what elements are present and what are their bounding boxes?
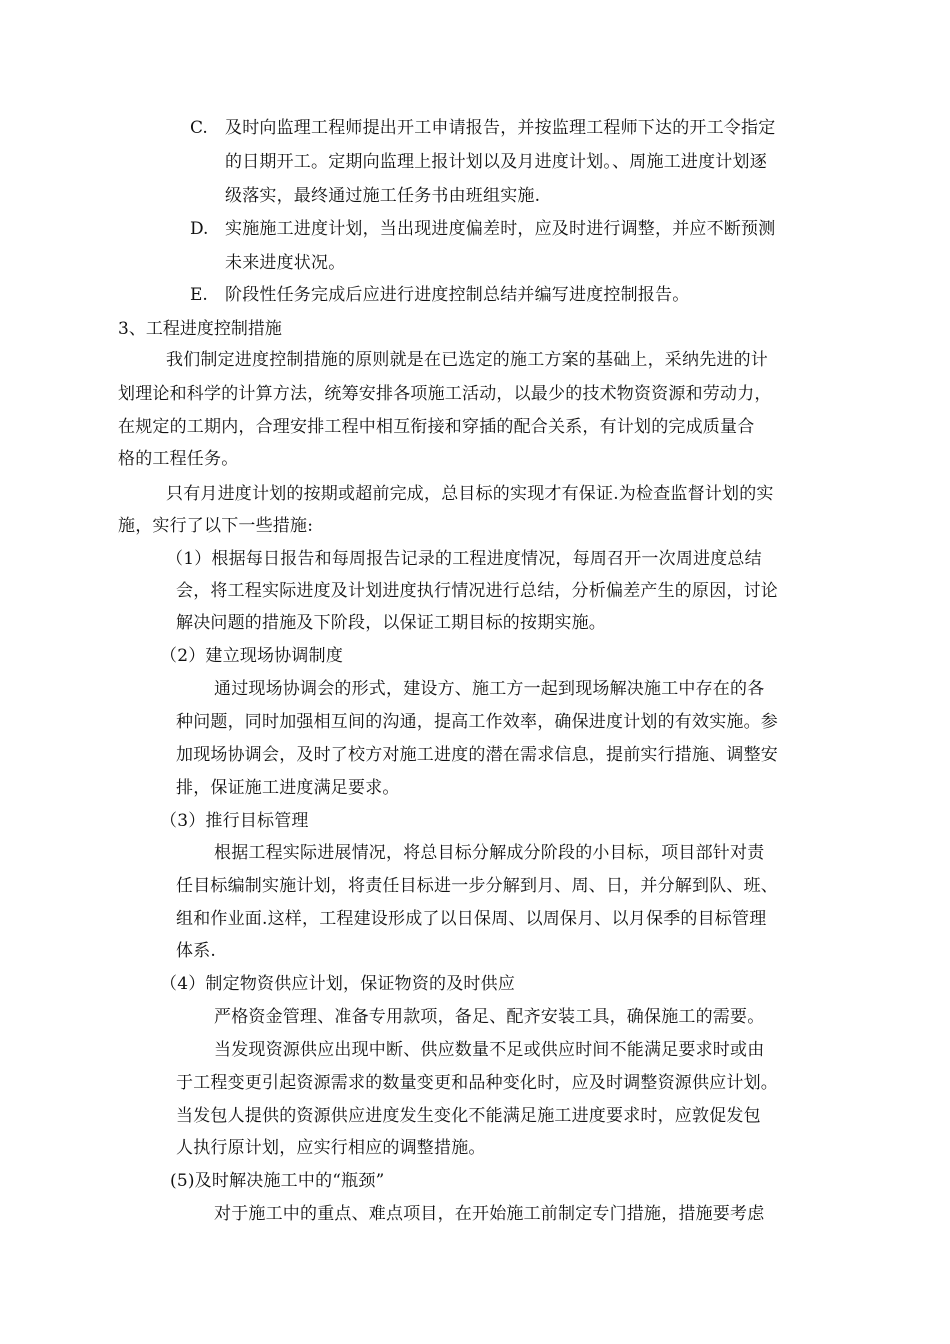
measure-2-title: （2）建立现场协调制度 <box>160 646 344 666</box>
measure-4-title: （4）制定物资供应计划，保证物资的及时供应 <box>160 974 516 994</box>
section-3-heading: 3、工程进度控制措施 <box>118 319 282 339</box>
para2-line-1: 只有月进度计划的按期或超前完成，总目标的实现才有保证.为检查监督计划的实 <box>166 484 774 504</box>
para1-line-1: 我们制定进度控制措施的原则就是在已选定的施工方案的基础上，采纳先进的计 <box>166 350 768 370</box>
para1-line-4: 格的工程任务。 <box>118 449 239 469</box>
measure-4-body-1: 严格资金管理、准备专用款项，备足、配齐安装工具，确保施工的需要。 <box>214 1007 765 1027</box>
measure-3-line-1: 根据工程实际进展情况，将总目标分解成分阶段的小目标，项目部针对责 <box>214 843 765 863</box>
list-marker-c: C. <box>190 118 208 138</box>
measure-3-line-4: 体系. <box>176 941 217 961</box>
list-item-c-line-1: 及时向监理工程师提出开工申请报告，并按监理工程师下达的开工令指定 <box>225 118 776 138</box>
list-item-c-line-2: 的日期开工。定期向监理上报计划以及月进度计划。、周施工进度计划逐 <box>225 152 767 172</box>
measure-3-line-2: 任目标编制实施计划，将责任目标进一步分解到月、周、日，并分解到队、班、 <box>176 876 778 896</box>
list-item-d-line-1: 实施施工进度计划，当出现进度偏差时，应及时进行调整，并应不断预测 <box>225 219 776 239</box>
measure-2-line-2: 种问题，同时加强相互间的沟通，提高工作效率，确保进度计划的有效实施。参 <box>176 712 778 732</box>
measure-5-title: (5)及时解决施工中的“瓶颈” <box>170 1171 385 1191</box>
measure-4-body-2-line-2: 于工程变更引起资源需求的数量变更和品种变化时，应及时调整资源供应计划。 <box>176 1073 778 1093</box>
para1-line-2: 划理论和科学的计算方法，统筹安排各项施工活动，以最少的技术物资资源和劳动力， <box>118 384 772 404</box>
measure-2-line-3: 加现场协调会，及时了校方对施工进度的潜在需求信息，提前实行措施、调整安 <box>176 745 778 765</box>
measure-4-body-2-line-3: 当发包人提供的资源供应进度发生变化不能满足施工进度要求时，应敦促发包 <box>176 1106 761 1126</box>
measure-4-body-2-line-4: 人执行原计划，应实行相应的调整措施。 <box>176 1138 486 1158</box>
measure-5-line-1: 对于施工中的重点、难点项目，在开始施工前制定专门措施，措施要考虑 <box>214 1204 765 1224</box>
measure-3-line-3: 组和作业面.这样，工程建设形成了以日保周、以周保月、以月保季的目标管理 <box>176 909 767 929</box>
measure-3-title: （3）推行目标管理 <box>160 811 309 831</box>
measure-1-line-2: 会，将工程实际进度及计划进度执行情况进行总结，分析偏差产生的原因，讨论 <box>176 581 778 601</box>
para2-line-2: 施，实行了以下一些措施: <box>118 516 314 536</box>
measure-1-line-3: 解决问题的措施及下阶段，以保证工期目标的按期实施。 <box>176 613 606 633</box>
list-item-d-line-2: 未来进度状况。 <box>225 253 346 273</box>
list-item-e-line-1: 阶段性任务完成后应进行进度控制总结并编写进度控制报告。 <box>225 285 690 305</box>
list-marker-e: E. <box>190 285 208 305</box>
list-item-c-line-3: 级落实，最终通过施工任务书由班组实施. <box>225 186 541 206</box>
para1-line-3: 在规定的工期内，合理安排工程中相互衔接和穿插的配合关系，有计划的完成质量合 <box>118 417 755 437</box>
measure-2-line-4: 排，保证施工进度满足要求。 <box>176 778 400 798</box>
measure-1-line-1: （1）根据每日报告和每周报告记录的工程进度情况，每周召开一次周进度总结 <box>166 549 762 569</box>
measure-2-line-1: 通过现场协调会的形式，建设方、施工方一起到现场解决施工中存在的各 <box>214 679 765 699</box>
measure-4-body-2-line-1: 当发现资源供应出现中断、供应数量不足或供应时间不能满足要求时或由 <box>214 1040 765 1060</box>
list-marker-d: D. <box>190 219 209 239</box>
